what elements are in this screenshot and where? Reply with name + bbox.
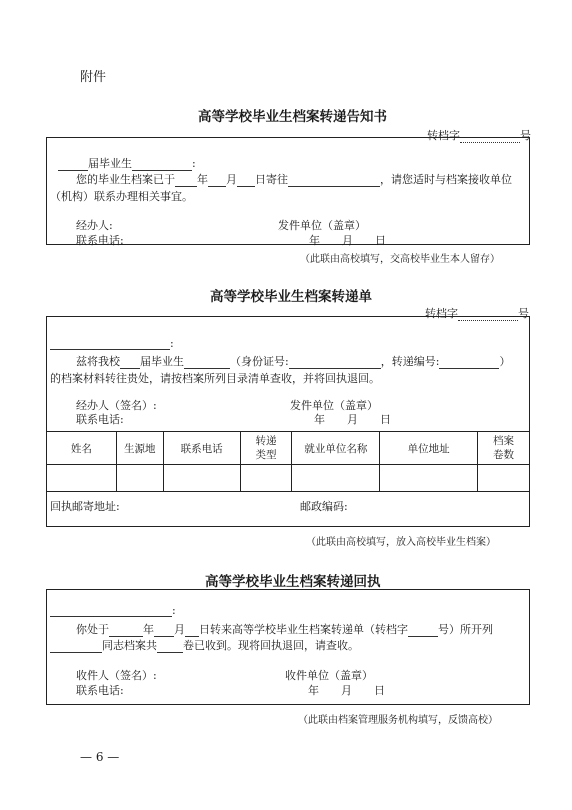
transfer-footnote: （此联由高校填写，放入高校毕业生档案） [306, 537, 496, 548]
table-header-address: 单位地址 [380, 432, 478, 465]
transfer-issuer: 发件单位（盖章） [290, 399, 378, 412]
table-cell[interactable] [478, 465, 530, 492]
transfer-recipient-line: : [50, 337, 174, 350]
receipt-phone: 联系电话: [76, 684, 124, 697]
notice-phone: 联系电话: [76, 234, 124, 247]
table-row [47, 465, 530, 492]
notice-ref: 转档字 号 [427, 129, 531, 142]
attachment-label: 附件 [80, 70, 107, 85]
table-cell[interactable] [380, 465, 478, 492]
receipt-receiver: 收件人（签名）: [76, 669, 157, 682]
transfer-line2: 的档案材料转往贵处，请按档案所列目录清单查收，并将回执退回。 [50, 372, 380, 385]
receipt-receiver-unit: 收件单位（盖章） [285, 669, 373, 682]
table-header-phone: 联系电话 [163, 432, 240, 465]
table-header-origin: 生源地 [116, 432, 163, 465]
receipt-recipient-line: : [50, 604, 176, 617]
transfer-table [46, 431, 530, 492]
table-header-volumes: 档案卷数 [478, 432, 530, 465]
table-cell[interactable] [292, 465, 380, 492]
table-header-transfer-type: 转递类型 [240, 432, 292, 465]
transfer-handler: 经办人（签名）: [76, 399, 157, 412]
table-cell[interactable] [240, 465, 292, 492]
transfer-return-address: 回执邮寄地址: [50, 500, 120, 513]
transfer-date: 年 月 日 [314, 413, 391, 426]
transfer-title: 高等学校毕业生档案转递单 [210, 289, 372, 305]
table-header-employer: 就业单位名称 [292, 432, 380, 465]
receipt-footnote: （此联由档案管理服务机构填写，反馈高校） [298, 715, 498, 726]
transfer-ref: 转档字 号 [425, 307, 529, 320]
notice-line2: （机构）联系办理相关事宜。 [50, 190, 193, 203]
notice-handler: 经办人: [76, 219, 113, 232]
notice-grad-line: 届毕业生 : [58, 155, 196, 171]
notice-issuer: 发件单位（盖章） [278, 219, 366, 232]
notice-title: 高等学校毕业生档案转递告知书 [198, 109, 387, 125]
table-cell[interactable] [163, 465, 240, 492]
receipt-line1: 你处于 年 月 日转来高等学校毕业生档案转递单（转档字 号）所开列 [76, 623, 493, 636]
notice-line1: 您的毕业生档案已于 年 月 日寄往 ，请您适时与档案接收单位 [76, 173, 512, 186]
page-number: — 6 — [80, 750, 120, 764]
notice-footnote: （此联由高校填写，交高校毕业生本人留存） [300, 254, 500, 265]
receipt-title: 高等学校毕业生档案转递回执 [205, 574, 381, 590]
receipt-line2: 同志档案共 卷已收到。现将回执退回，请查收。 [50, 637, 359, 653]
notice-date: 年 月 日 [309, 234, 386, 247]
table-cell[interactable] [116, 465, 163, 492]
table-header-name: 姓名 [47, 432, 117, 465]
transfer-phone: 联系电话: [76, 413, 124, 426]
transfer-postcode: 邮政编码: [300, 500, 348, 513]
table-cell[interactable] [47, 465, 117, 492]
transfer-line1: 兹将我校 届毕业生 （身份证号: ，转递编号: ） [76, 355, 511, 368]
receipt-date: 年 月 日 [308, 684, 385, 697]
table-header-row [47, 432, 530, 465]
